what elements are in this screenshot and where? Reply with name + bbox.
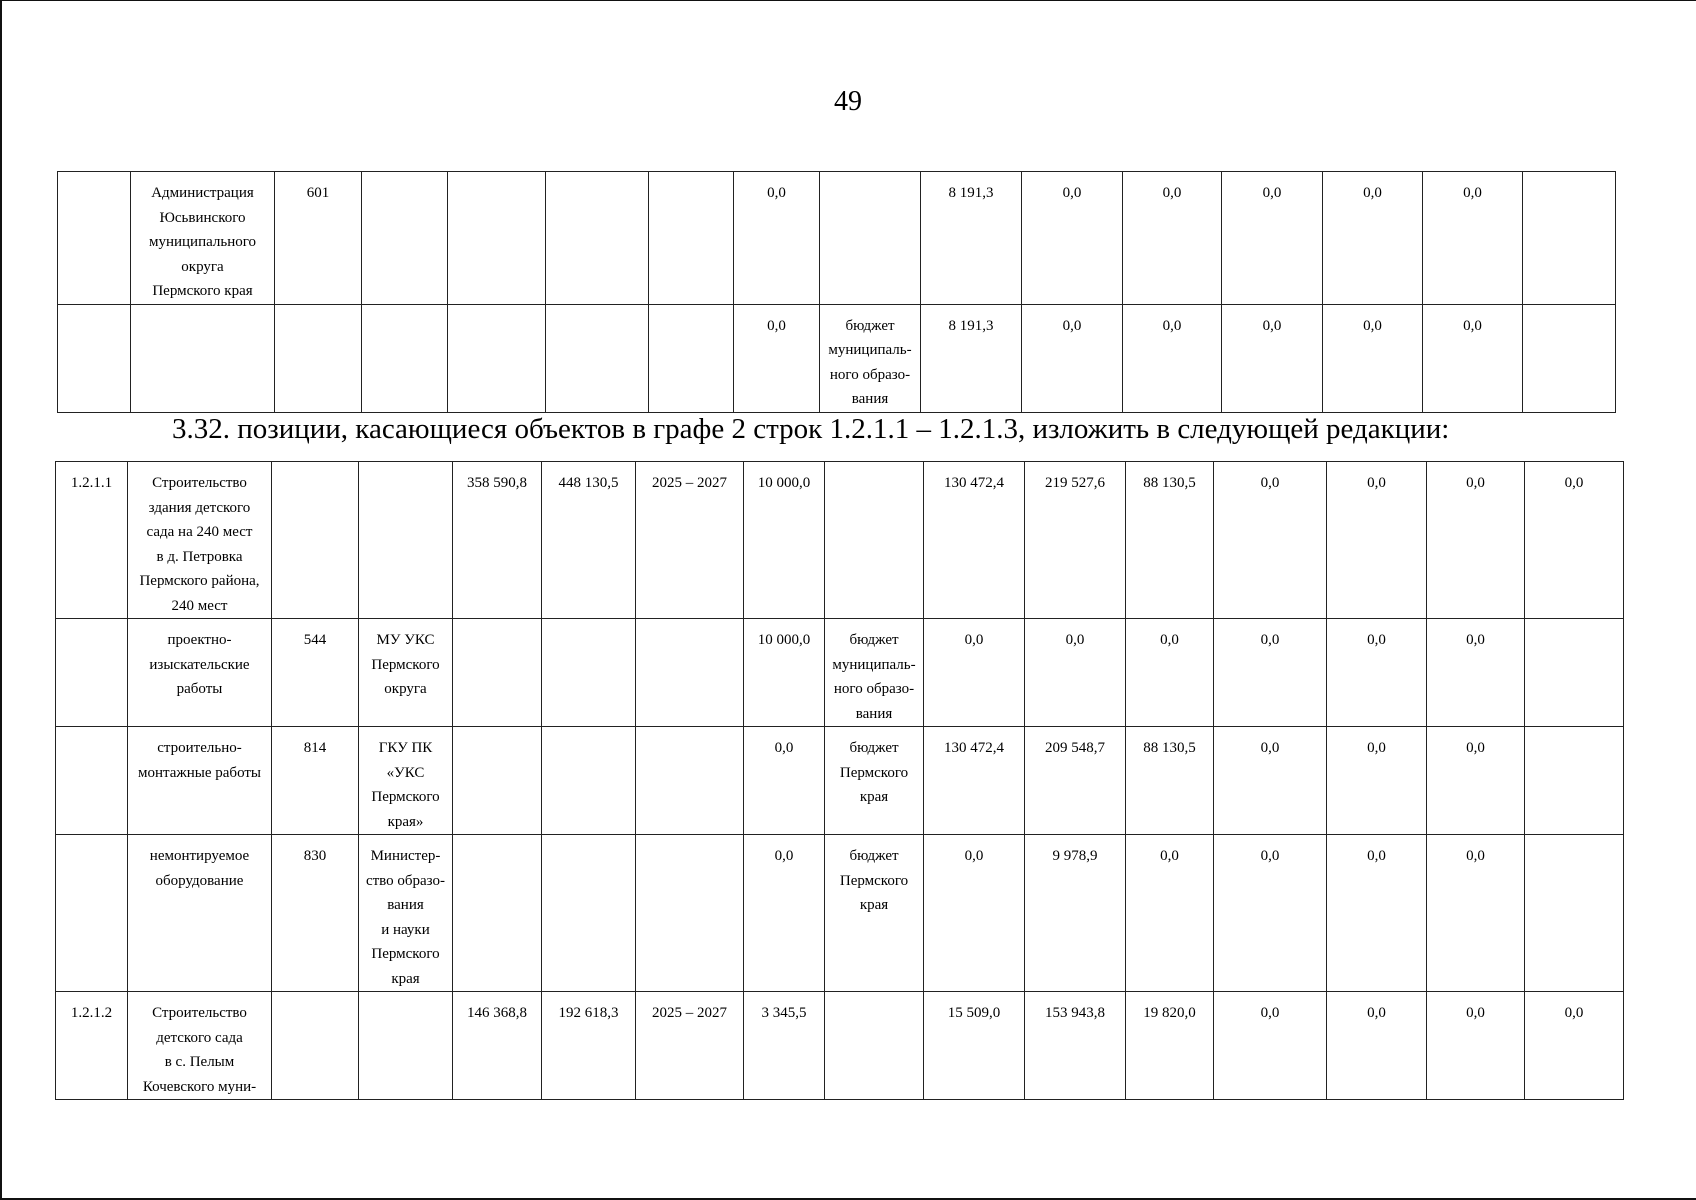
table-cell: 358 590,8 bbox=[453, 462, 542, 619]
table-cell: 0,0 bbox=[1222, 304, 1323, 412]
table-cell: 0,0 bbox=[1025, 619, 1126, 727]
table-cell: 0,0 bbox=[734, 172, 820, 305]
table-cell: 448 130,5 bbox=[542, 462, 636, 619]
table-cell bbox=[272, 462, 359, 619]
table-cell: 130 472,4 bbox=[924, 727, 1025, 835]
table-cell: 0,0 bbox=[1214, 992, 1327, 1100]
table-cell bbox=[542, 727, 636, 835]
table-row bbox=[58, 172, 1616, 305]
table-cell bbox=[359, 462, 453, 619]
table-cell: 830 bbox=[272, 835, 359, 992]
table-cell: бюджет Пермского края bbox=[825, 835, 924, 992]
table-cell: проектно- изыскательские работы bbox=[128, 619, 272, 727]
table-cell bbox=[131, 304, 275, 412]
table-cell: 2025 – 2027 bbox=[636, 462, 744, 619]
table-cell bbox=[649, 304, 734, 412]
table-cell: 0,0 bbox=[744, 835, 825, 992]
table-cell: Министер- ство образо- вания и науки Пермского края bbox=[359, 835, 453, 992]
table-cell bbox=[453, 727, 542, 835]
table-cell: 0,0 bbox=[1323, 304, 1423, 412]
table-cell bbox=[448, 304, 546, 412]
table-cell: 0,0 bbox=[1126, 619, 1214, 727]
table-cell: 0,0 bbox=[1123, 172, 1222, 305]
table-cell: 19 820,0 bbox=[1126, 992, 1214, 1100]
table-cell: 8 191,3 bbox=[921, 304, 1022, 412]
table-cell bbox=[546, 172, 649, 305]
table-cell: 0,0 bbox=[1327, 619, 1427, 727]
table-cell bbox=[820, 172, 921, 305]
table-cell: 146 368,8 bbox=[453, 992, 542, 1100]
table-cell: 10 000,0 bbox=[744, 462, 825, 619]
top-table bbox=[57, 171, 1616, 413]
table-cell: 192 618,3 bbox=[542, 992, 636, 1100]
table-cell bbox=[636, 727, 744, 835]
table-cell bbox=[56, 835, 128, 992]
table-cell bbox=[56, 727, 128, 835]
table-cell bbox=[825, 992, 924, 1100]
main-table-body bbox=[56, 462, 1624, 1100]
table-cell bbox=[453, 835, 542, 992]
table-cell: 0,0 bbox=[1327, 992, 1427, 1100]
table-cell: 88 130,5 bbox=[1126, 727, 1214, 835]
table-row bbox=[58, 304, 1616, 412]
table-cell: бюджет муниципаль- ного образо- вания bbox=[825, 619, 924, 727]
page-number: 49 bbox=[834, 86, 862, 117]
table-cell bbox=[636, 835, 744, 992]
top-table-body bbox=[58, 172, 1616, 413]
table-cell: 0,0 bbox=[1214, 462, 1327, 619]
table-row bbox=[56, 619, 1624, 727]
table-cell: 0,0 bbox=[924, 619, 1025, 727]
table-cell: 0,0 bbox=[1022, 172, 1123, 305]
table-cell: 0,0 bbox=[1327, 462, 1427, 619]
table-cell: 9 978,9 bbox=[1025, 835, 1126, 992]
table-cell bbox=[453, 619, 542, 727]
top-scan-edge bbox=[0, 0, 1696, 1]
table-cell bbox=[448, 172, 546, 305]
table-cell: 10 000,0 bbox=[744, 619, 825, 727]
table-cell: 0,0 bbox=[744, 727, 825, 835]
table-cell: 0,0 bbox=[1525, 992, 1624, 1100]
table-cell bbox=[542, 619, 636, 727]
table-cell bbox=[1523, 172, 1616, 305]
table-cell: 3 345,5 bbox=[744, 992, 825, 1100]
section-heading: 3.32. позиции, касающиеся объектов в графе 2 строк 1.2.1.1 – 1.2.1.3, изложить в следующей редакции: bbox=[172, 413, 1450, 445]
table-cell: строительно- монтажные работы bbox=[128, 727, 272, 835]
table-cell: 0,0 bbox=[1214, 619, 1327, 727]
table-cell bbox=[1525, 835, 1624, 992]
table-cell bbox=[58, 304, 131, 412]
table-cell bbox=[275, 304, 362, 412]
table-cell: 0,0 bbox=[1126, 835, 1214, 992]
table-cell: 0,0 bbox=[1427, 619, 1525, 727]
left-scan-edge bbox=[0, 0, 2, 1200]
table-cell: 219 527,6 bbox=[1025, 462, 1126, 619]
table-cell: 0,0 bbox=[1327, 727, 1427, 835]
table-cell: 0,0 bbox=[1427, 835, 1525, 992]
table-cell bbox=[1525, 727, 1624, 835]
table-cell: 1.2.1.2 bbox=[56, 992, 128, 1100]
table-cell: 153 943,8 bbox=[1025, 992, 1126, 1100]
table-cell: 0,0 bbox=[1427, 992, 1525, 1100]
table-cell: немонтируемое оборудование bbox=[128, 835, 272, 992]
table-cell bbox=[825, 462, 924, 619]
table-cell: 0,0 bbox=[1427, 727, 1525, 835]
table-cell: 0,0 bbox=[1423, 172, 1523, 305]
table-cell: 0,0 bbox=[1214, 835, 1327, 992]
table-cell: 0,0 bbox=[1525, 462, 1624, 619]
table-cell: 15 509,0 bbox=[924, 992, 1025, 1100]
table-cell bbox=[272, 992, 359, 1100]
table-cell: ГКУ ПК «УКС Пермского края» bbox=[359, 727, 453, 835]
table-cell: 0,0 bbox=[1327, 835, 1427, 992]
table-row bbox=[56, 727, 1624, 835]
table-cell bbox=[546, 304, 649, 412]
table-cell: 0,0 bbox=[1427, 462, 1525, 619]
table-cell: бюджет Пермского края bbox=[825, 727, 924, 835]
table-cell: 88 130,5 bbox=[1126, 462, 1214, 619]
table-cell: бюджет муниципаль- ного образо- вания bbox=[820, 304, 921, 412]
table-cell: 0,0 bbox=[1323, 172, 1423, 305]
table-cell bbox=[1525, 619, 1624, 727]
table-cell bbox=[542, 835, 636, 992]
table-cell: Строительство здания детского сада на 240 мест в д. Петровка Пермского района, 240 мест bbox=[128, 462, 272, 619]
table-cell: 0,0 bbox=[1022, 304, 1123, 412]
table-cell: 0,0 bbox=[1423, 304, 1523, 412]
table-row bbox=[56, 992, 1624, 1100]
table-cell: Администрация Юсьвинского муниципального округа Пермского края bbox=[131, 172, 275, 305]
table-cell: 814 bbox=[272, 727, 359, 835]
table-row bbox=[56, 462, 1624, 619]
table-cell: 0,0 bbox=[1222, 172, 1323, 305]
main-table bbox=[55, 461, 1624, 1100]
table-cell: 0,0 bbox=[734, 304, 820, 412]
table-cell: 8 191,3 bbox=[921, 172, 1022, 305]
table-row bbox=[56, 835, 1624, 992]
table-cell bbox=[649, 172, 734, 305]
table-cell bbox=[362, 172, 448, 305]
table-cell: 0,0 bbox=[1123, 304, 1222, 412]
table-cell: 601 bbox=[275, 172, 362, 305]
table-cell: 0,0 bbox=[1214, 727, 1327, 835]
table-cell: 130 472,4 bbox=[924, 462, 1025, 619]
table-cell: 2025 – 2027 bbox=[636, 992, 744, 1100]
table-cell bbox=[636, 619, 744, 727]
table-cell: 544 bbox=[272, 619, 359, 727]
table-cell: 1.2.1.1 bbox=[56, 462, 128, 619]
table-cell: 0,0 bbox=[924, 835, 1025, 992]
table-cell bbox=[1523, 304, 1616, 412]
table-cell: МУ УКС Пермского округа bbox=[359, 619, 453, 727]
table-cell: 209 548,7 bbox=[1025, 727, 1126, 835]
table-cell bbox=[362, 304, 448, 412]
table-cell bbox=[58, 172, 131, 305]
table-cell: Строительство детского сада в с. Пелым Кочевского муни- bbox=[128, 992, 272, 1100]
table-cell bbox=[56, 619, 128, 727]
table-cell bbox=[359, 992, 453, 1100]
